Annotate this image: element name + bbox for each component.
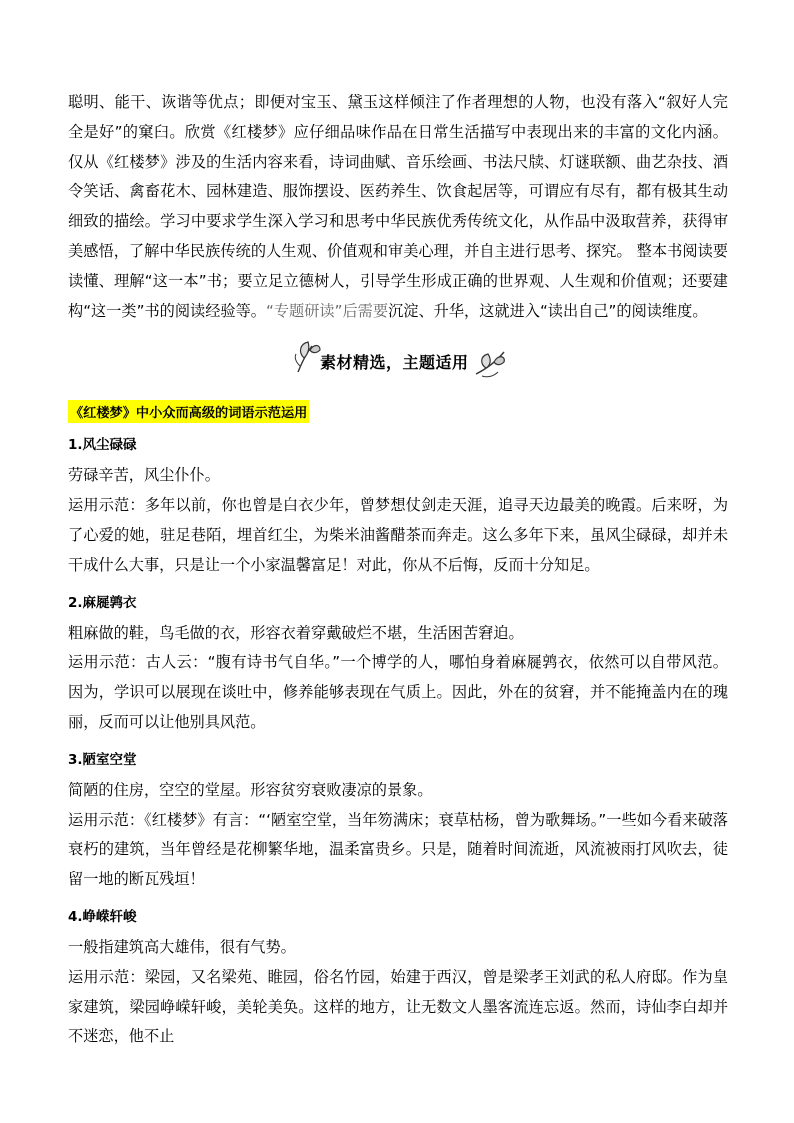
- intro-text-end: 沉淀、升华，这就进入“读出自己”的阅读维度。: [388, 301, 708, 320]
- intro-text: 聪明、能干、诙谐等优点；即便对宝玉、黛玉这样倾注了作者理想的人物，也没有落入“叙好人完全是好”的窠臼。欣赏《红楼梦》应仔细品味作品在日常生活描写中表现出来的丰富的文化内涵。仅从《红楼梦》涉及的生活内容来看，诗词曲赋、音乐绘画、书法尺牍、灯谜联额、曲艺杂技、酒令笑话、禽畜花木、园林建造、服饰摆设、医药养生、饮食起居等，可谓应有尽有，都有极其生动细致的描绘。学习中要求学生深入学习和思考中华民族优秀传统文化，从作品中汲取营养，获得审美感悟，了解中华民族传统的人生观、价值观和审美心理，并自主进行思考、探究。 整本书阅读要读懂、理解“这一本”书；要立足立德树人，引导学生形成正确的世界观、人生观和价值观；还要建构“这一类”书的阅读经验等。: [68, 93, 728, 320]
- leaf-decoration-icon: [472, 344, 508, 380]
- highlighted-heading: 《红楼梦》中小众而高级的词语示范运用: [68, 400, 309, 423]
- intro-gray-text: “专题研读”后需要: [266, 301, 389, 320]
- entry-3: [68, 748, 728, 895]
- entry-example: 运用示范：《红楼梦》有言：“‘陋室空堂，当年笏满床；衰草枯杨，曾为歌舞场。”一些如今看来破落衰朽的建筑，当年曾经是花柳繁华地，温柔富贵乡。只是，随着时间流逝，风流被雨打风吹去，徒留一地的断瓦残垣！: [68, 810, 728, 889]
- page-content: [68, 88, 728, 1052]
- entry-meaning: 劳碌辛苦，风尘仆仆。: [68, 466, 220, 485]
- section-heading: [68, 334, 728, 390]
- entry-meaning: 简陋的住房，空空的堂屋。形容贫穷衰败凄凉的景象。: [68, 780, 433, 799]
- entry-2: [68, 591, 728, 738]
- entry-meaning: 粗麻做的鞋，鸟毛做的衣，形容衣着穿戴破烂不堪，生活困苦窘迫。: [68, 623, 524, 642]
- entry-title: 1.风尘碌碌: [68, 437, 137, 454]
- section-title: 素材精选，主题适用: [320, 353, 469, 373]
- entry-example: 运用示范：多年以前，你也曾是白衣少年，曾梦想仗剑走天涯，追寻天边最美的晚霞。后来呀，为了心爱的她，驻足巷陌，埋首红尘，为柴米油酱醋茶而奔走。这么多年下来，虽风尘碌碌，却并未干成什么大事，只是让一个小家温馨富足！对此，你从不后悔，反而十分知足。: [68, 496, 728, 574]
- entry-example: 运用示范：古人云：“腹有诗书气自华。”一个博学的人，哪怕身着麻屣鹑衣，依然可以自带风范。因为，学识可以展现在谈吐中，修养能够表现在气质上。因此，外在的贫窘，并不能掩盖内在的瑰丽，反而可以让他别具风范。: [68, 653, 728, 731]
- entry-title: 4.峥嵘轩峻: [68, 908, 137, 925]
- entry-example: 运用示范：梁园，又名梁苑、睢园，俗名竹园，始建于西汉，曾是梁孝王刘武的私人府邸。作为皇家建筑，梁园峥嵘轩峻，美轮美奂。这样的地方，让无数文人墨客流连忘返。然而，诗仙李白却并不迷恋，他不止: [68, 967, 728, 1046]
- entry-title: 3.陋室空堂: [68, 751, 137, 768]
- entry-1: [68, 433, 728, 580]
- intro-paragraph: [68, 88, 728, 326]
- leaf-decoration-icon: [292, 338, 322, 374]
- entry-4: [68, 905, 728, 1052]
- entry-title: 2.麻屣鹑衣: [68, 594, 137, 611]
- entry-meaning: 一般指建筑高大雄伟，很有气势。: [68, 937, 296, 956]
